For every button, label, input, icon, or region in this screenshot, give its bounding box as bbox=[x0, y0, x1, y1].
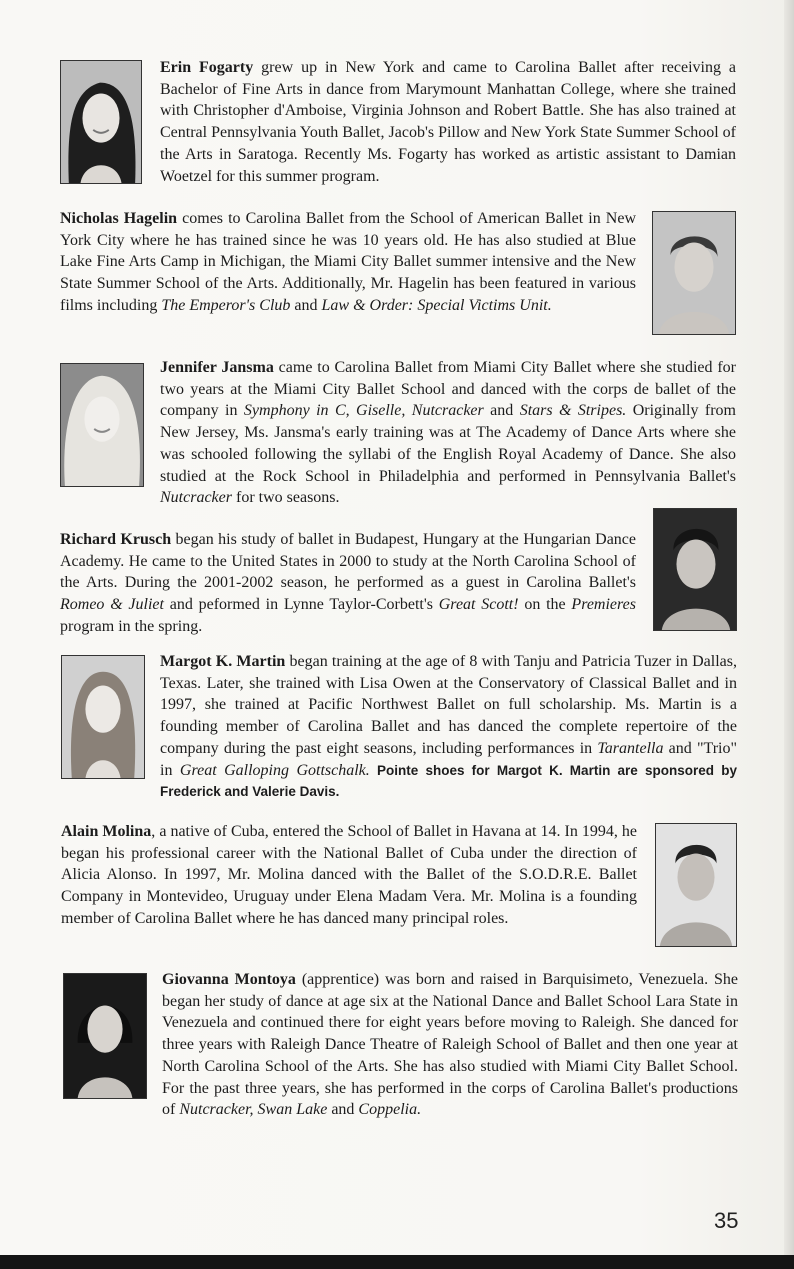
bio-text: Originally from New Jersey, Ms. Jansma's early training was at The Academy of Dance Arts where she was schooled following the syllabi of the English Royal Academy of Dance. She also studied at the Rock School in Philadelphia and performed in Pennsylvania Ballet's bbox=[160, 402, 737, 485]
work-title: Nutcracker, Swan Lake bbox=[179, 1101, 328, 1119]
work-title: Premieres bbox=[571, 596, 636, 614]
bio-erin-fogarty bbox=[160, 57, 736, 187]
work-title: Coppelia. bbox=[358, 1101, 422, 1119]
page-number: 35 bbox=[714, 1208, 739, 1233]
bio-name: Nicholas Hagelin bbox=[60, 210, 178, 227]
bio-name: Alain Molina bbox=[61, 823, 152, 840]
bio-giovanna-montoya bbox=[162, 969, 738, 1121]
bio-text: program in the spring. bbox=[60, 617, 203, 635]
bio-text: came to Carolina Ballet from Miami City Ballet where she studied for two years at the Miami City Ballet School and danced with the corps de ballet of the company in bbox=[160, 359, 736, 420]
bio-text: and bbox=[290, 296, 322, 314]
bio-name: Jennifer Jansma bbox=[160, 359, 274, 376]
bio-text: on the bbox=[518, 596, 572, 614]
bio-text: began training at the age of 8 with Tanju and Patricia Tuzer in Dallas, Texas. Later, she trained with Lisa Owen at the Conservatory of Classical Ballet and in 1997, she trained at Pacific Northwest Ballet on full scholarship. Ms. Martin is a founding member of Carolina Ballet and has danced the complete repertoire of the company during the past eight seasons, including performances in bbox=[160, 653, 737, 757]
bio-text: and peformed in Lynne Taylor-Corbett's bbox=[163, 596, 439, 614]
bio-jennifer-jansma bbox=[160, 357, 736, 509]
bio-name: Giovanna Montoya bbox=[162, 971, 296, 988]
bio-name: Richard Krusch bbox=[60, 531, 172, 548]
work-title: Tarantella bbox=[597, 739, 664, 757]
work-title: Stars & Stripes. bbox=[519, 402, 627, 420]
bio-richard-krusch bbox=[60, 529, 636, 638]
headshot-alain-molina bbox=[655, 823, 737, 947]
headshot-erin-fogarty bbox=[60, 60, 142, 184]
work-title: Romeo & Juliet bbox=[60, 596, 164, 614]
sponsor-note: Pointe shoes for Margot K. Martin are sponsored by Frederick and Valerie Davis. bbox=[160, 762, 737, 800]
bio-alain-molina bbox=[61, 821, 637, 930]
work-title: Symphony in C, Giselle, Nutcracker bbox=[243, 402, 484, 420]
work-title: Nutcracker bbox=[160, 489, 232, 507]
film-title: The Emperor's Club bbox=[161, 296, 291, 314]
bio-nicholas-hagelin bbox=[60, 208, 636, 317]
bio-margot-martin bbox=[61, 651, 737, 803]
work-title: Great Galloping Gottschalk. bbox=[179, 761, 370, 779]
bio-name: Erin Fogarty bbox=[160, 59, 254, 76]
page-edge-shadow bbox=[784, 0, 794, 1269]
bio-text: comes to Carolina Ballet from the School of American Ballet in New York City where he has trained since he was 10 years old. He has also studied at Blue Lake Fine Arts Camp in Michigan, the Miami City Ballet summer intensive and the New State Summer School of the Arts. Additionally, Mr. Hagelin has been featured in various films including bbox=[60, 210, 636, 314]
film-title: Law & Order: Special Victims Unit. bbox=[321, 296, 552, 314]
bio-text: and bbox=[483, 402, 520, 420]
bio-text: and "Trio" in bbox=[160, 739, 737, 779]
bio-text: and bbox=[327, 1101, 359, 1119]
bio-text: (apprentice) was born and raised in Barquisimeto, Venezuela. She began her study of dance at age six at the National Dance and Ballet School Lara State in Venezuela and continued there for eight years before moving to Raleigh. She danced for three years with Raleigh Dance Theatre of Raleigh School of Ballet and then one year at North Carolina School of the Arts. She has also studied with Miami City Ballet School. For the past three years, she has performed in the corps of Carolina Ballet's productions of bbox=[162, 971, 739, 1119]
headshot-jennifer-jansma bbox=[60, 363, 144, 487]
headshot-nicholas-hagelin bbox=[652, 211, 736, 335]
bio-text: for two seasons. bbox=[231, 489, 340, 507]
headshot-richard-krusch bbox=[653, 508, 737, 631]
bio-name: Margot K. Martin bbox=[160, 653, 286, 670]
work-title: Great Scott! bbox=[438, 596, 519, 614]
scan-bottom-edge bbox=[0, 1255, 794, 1269]
bio-text: grew up in New York and came to Carolina Ballet after receiving a Bachelor of Fine Arts in dance from Marymount Manhattan College, where she trained with Christopher d'Amboise, Virginia Johnson and Robert Battle. She has also trained at Central Pennsylvania Youth Ballet, Jacob's Pillow and New York State Summer School of the Arts in Saratoga. Recently Ms. Fogarty has worked as artistic assistant to Damian Woetzel for this summer program. bbox=[160, 59, 737, 185]
headshot-giovanna-montoya bbox=[63, 973, 147, 1099]
bio-text: , a native of Cuba, entered the School of Ballet in Havana at 14. In 1994, he began his professional career with the National Ballet of Cuba under the direction of Alicia Alonso. In 1997, Mr. Molina danced with the Ballet of the S.O.D.R.E. Ballet Company in Montevideo, Uruguay under Elena Madam Vera. Mr. Molina is a founding member of Carolina Ballet where he has danced many principal roles. bbox=[61, 823, 638, 927]
bio-text: began his study of ballet in Budapest, Hungary at the Hungarian Dance Academy. He came to the United States in 2000 to study at the North Carolina School of the Arts. During the 2001-2002 season, he performed as a guest in Carolina Ballet's bbox=[60, 531, 637, 592]
